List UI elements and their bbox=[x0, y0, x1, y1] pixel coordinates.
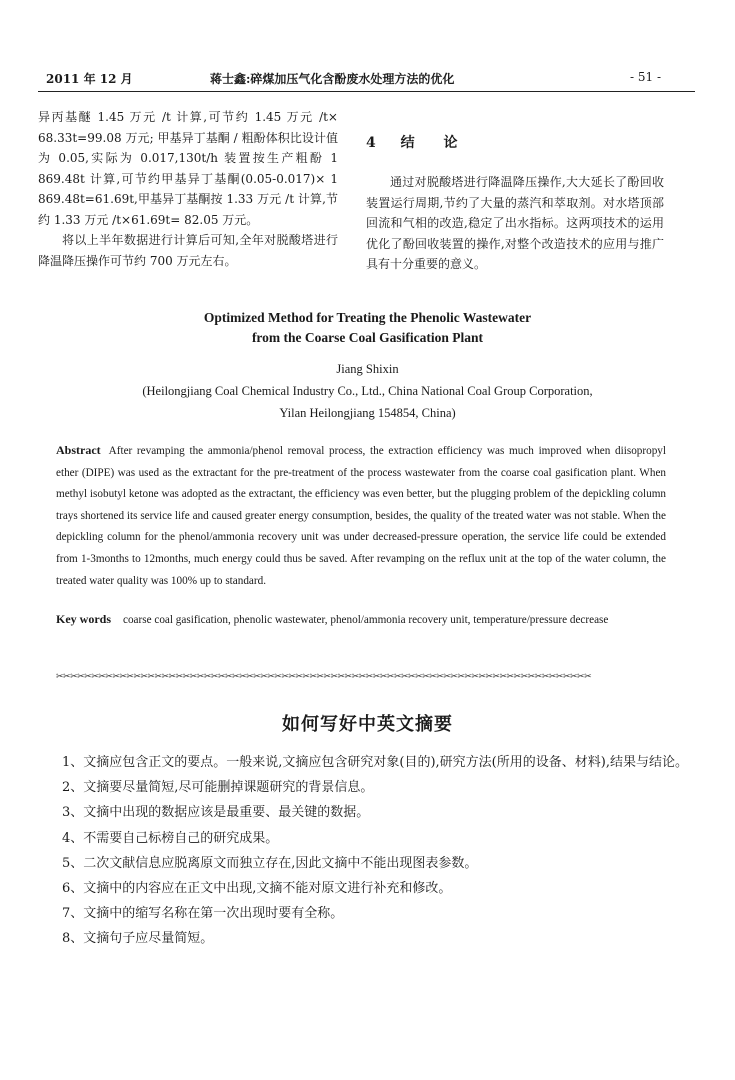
affiliation-line-2: Yilan Heilongjiang 154854, China) bbox=[279, 406, 456, 420]
abstract-block bbox=[56, 440, 666, 592]
affiliation-line-1: (Heilongjiang Coal Chemical Industry Co., Ltd., China National Coal Group Corporation, bbox=[142, 384, 593, 398]
tips-item: 7、文摘中的缩写名称在第一次出现时要有全称。 bbox=[62, 906, 344, 922]
tips-item: 5、二次文献信息应脱离原文而独立存在,因此文摘中不能出现图表参数。 bbox=[62, 855, 478, 871]
left-column bbox=[38, 107, 338, 271]
header-date: 2011 年 12 月 bbox=[46, 72, 133, 86]
abstract-text: After revamping the ammonia/phenol removal process, the extraction efficiency was much improved when diisopropyl ether (DIPE) was used as the extractant for the pre-treatment of the process wastewater from the coarse coal gasification plant. When methyl isobutyl ketone was adopted as the extractant, the efficiency was even better, but the plugging problem of the depickling column trays shortened its service life and caused greater energy consumption, besides, the quality of the treated water was not stable. When the depickling column for the phenol/ammonia recovery unit was under decreased-pressure operation, the service life could be extended from 1-3months to 12months, much energy could thus be saved. After revamping on the reflux unit at the top of the water column, the treated water quality was 100% up to standard. bbox=[56, 445, 666, 587]
left-paragraph-1: 异丙基醚 1.45 万元 /t 计算,可节约 1.45 万元 /t× 68.33t=99.08 万元; 甲基异丁基酮 / 粗酚体积比设计值为 0.05,实际为 0.017,130t/h 装置按生产粗酚 1 869.48t 计算,可节约甲基异丁基酮(0.05-0.017)× 1 869.48t=61.69t,甲基异丁基酮按 1.33 万元 /t 计算,节约 1.33 万元 /t×61.69t= 82.05 万元。 bbox=[38, 110, 338, 227]
right-column bbox=[366, 172, 664, 275]
english-title-line-2: from the Coarse Coal Gasification Plant bbox=[251, 330, 484, 345]
tips-item: 6、文摘中的内容应在正文中出现,文摘不能对原文进行补充和修改。 bbox=[62, 881, 452, 897]
section-title-char-1: 结 bbox=[400, 135, 415, 151]
abstract-label: Abstract bbox=[56, 443, 101, 457]
page-number: - 51 - bbox=[630, 70, 662, 84]
tips-title: 如何写好中英文摘要 bbox=[282, 714, 453, 735]
keywords-text: coarse coal gasification, phenolic wastewater, phenol/ammonia recovery unit, temperature/pressure decrease bbox=[123, 614, 609, 626]
header-rule bbox=[38, 91, 695, 92]
section-number: 4 bbox=[366, 135, 376, 151]
section-heading bbox=[366, 132, 458, 152]
tips-list bbox=[36, 750, 700, 952]
tips-item: 1、文摘应包含正文的要点。一般来说,文摘应包含研究对象(目的),研究方法(所用的设备、材料),结果与结论。 bbox=[62, 755, 688, 770]
keywords-block bbox=[56, 610, 666, 631]
tips-item: 4、不需要自己标榜自己的研究成果。 bbox=[62, 830, 279, 846]
decorative-divider: ✂✂✂✂✂✂✂✂✂✂✂✂✂✂✂✂✂✂✂✂✂✂✂✂✂✂✂✂✂✂✂✂✂✂✂✂✂✂✂✂✂✂✂✂✂✂✂✂✂✂✂✂✂✂✂✂✂✂✂✂✂✂✂✂✂✂✂✂✂✂✂✂✂✂✂✂ bbox=[56, 672, 592, 682]
english-title-line-1: Optimized Method for Treating the Phenolic Wastewater bbox=[203, 310, 532, 325]
author-name: Jiang Shixin bbox=[336, 362, 399, 376]
section-title-char-2: 论 bbox=[443, 135, 458, 151]
left-paragraph-2: 将以上半年数据进行计算后可知,全年对脱酸塔进行降温降压操作可节约 700 万元左右。 bbox=[38, 233, 338, 268]
tips-item: 2、文摘要尽量简短,尽可能删掉课题研究的背景信息。 bbox=[62, 780, 374, 796]
tips-item: 8、文摘句子应尽量简短。 bbox=[62, 931, 214, 947]
conclusion-paragraph: 通过对脱酸塔进行降温降压操作,大大延长了酚回收装置运行周期,节约了大量的蒸汽和萃取剂。对水塔顶部回流和气相的改造,稳定了出水指标。这两项技术的运用优化了酚回收装置的操作,对整个改造技术的应用与推广具有十分重要的意义。 bbox=[366, 175, 664, 271]
keywords-label: Key words bbox=[56, 612, 111, 626]
header-title: 蒋士鑫:碎煤加压气化含酚废水处理方法的优化 bbox=[210, 72, 455, 86]
tips-item: 3、文摘中出现的数据应该是最重要、最关键的数据。 bbox=[62, 805, 370, 821]
